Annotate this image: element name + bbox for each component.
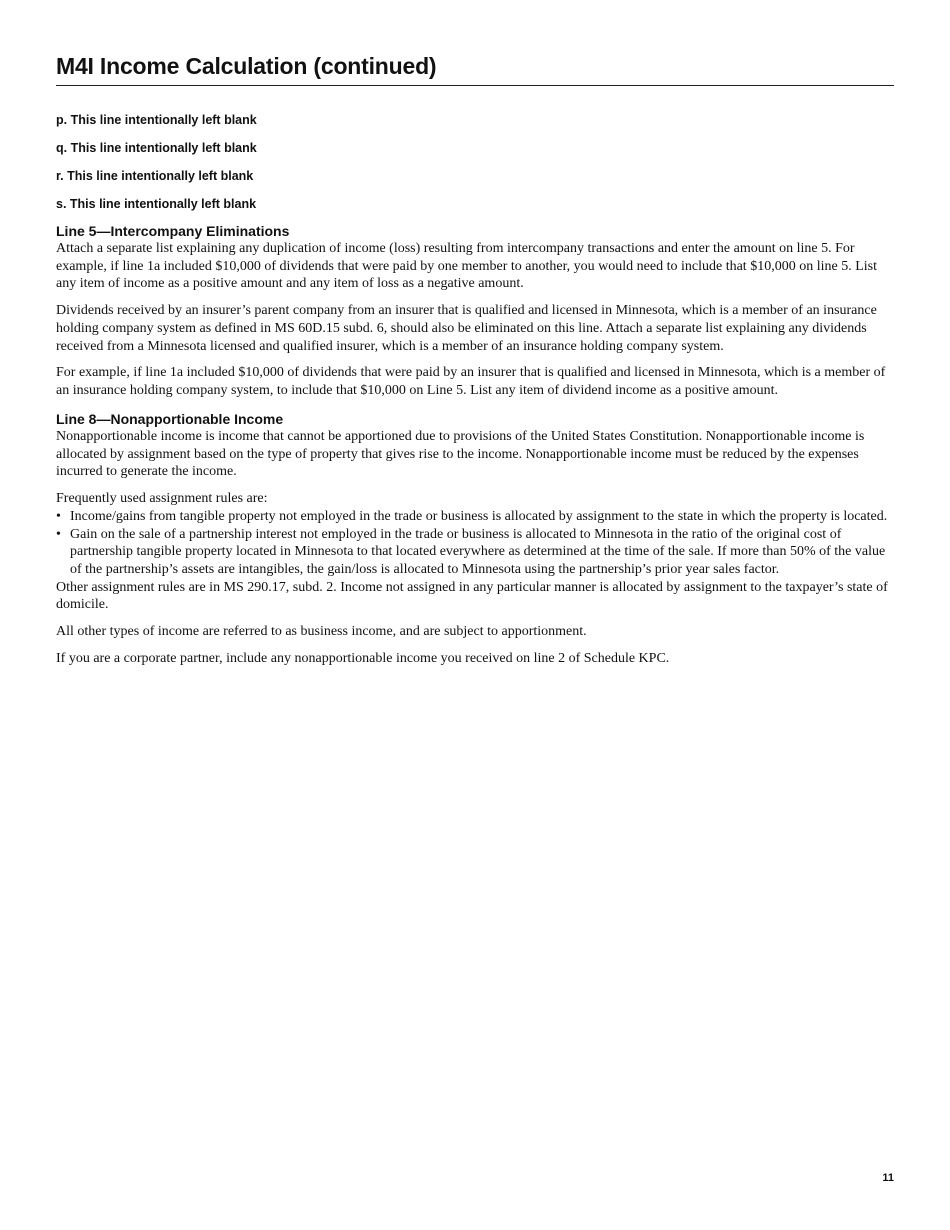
- list-item: [56, 526, 894, 579]
- list-item-text: Gain on the sale of a partnership interest not employed in the trade or business is allocated to Minnesota in the ratio of the original cost of partnership tangible property located in Minnesota to that located everywhere as determined at the time of the sale. If more than 50% of the value of the partnership’s assets are intangibles, the gain/loss is allocated to Minnesota using the partnership’s prior year sales factor.: [70, 526, 886, 577]
- title-divider: [56, 85, 894, 86]
- corporate-partner-text: If you are a corporate partner, include any nonapportionable income you received on line 2 of Schedule KPC.: [56, 650, 670, 666]
- line8-intro: Nonapportionable income is income that cannot be apportioned due to provisions of the United States Constitution. Nonapportionable income is allocated by assignment based on the type of property that gives rise to the income. Nonapportionable income must be reduced by the expenses incurred to generate the income.: [56, 429, 865, 480]
- assignment-rules-intro: Frequently used assignment rules are:: [56, 491, 268, 507]
- blank-line-s: s. This line intentionally left blank: [56, 197, 257, 211]
- blank-line-p: p. This line intentionally left blank: [56, 113, 257, 127]
- business-income-text: All other types of income are referred to as business income, and are subject to apportionment.: [56, 624, 587, 640]
- line5-paragraph-3: For example, if line 1a included $10,000 of dividends that were paid by an insurer that is qualified and licensed in Minnesota, which is a member of an insurance holding company system, to include that $10,000 on Line 5. List any item of dividend income as a positive amount.: [56, 365, 886, 398]
- line5-paragraph-1: Attach a separate list explaining any duplication of income (loss) resulting from intercompany transactions and enter the amount on line 5. For example, if line 1a included $10,000 of dividends that were paid by one member to another, you would need to include that $10,000 on line 5. List any item of income as a positive amount and any item of loss as a negative amount.: [56, 241, 877, 292]
- list-item-text: Income/gains from tangible property not employed in the trade or business is allocated by assignment to the state in which the property is located.: [70, 508, 888, 524]
- assignment-rules-list: [56, 508, 894, 579]
- other-assignment-rules: Other assignment rules are in MS 290.17, subd. 2. Income not assigned in any particular manner is allocated by assignment to the taxpayer’s state of domicile.: [56, 579, 888, 613]
- document-page: [56, 0, 894, 1230]
- page-title: M4I Income Calculation (continued): [56, 53, 437, 79]
- blank-line-q: q. This line intentionally left blank: [56, 141, 257, 155]
- line5-heading: Line 5—Intercompany Eliminations: [56, 223, 290, 239]
- page-number: 11: [882, 1172, 894, 1184]
- bullet-icon: •: [56, 508, 61, 524]
- blank-line-r: r. This line intentionally left blank: [56, 169, 254, 183]
- line5-paragraph-2: Dividends received by an insurer’s parent company from an insurer that is qualified and licensed in Minnesota, which is a member of an insurance holding company system as defined in MS 60D.15 subd. 6, should also be eliminated on this line. Attach a separate list explaining any dividends received from a Minnesota licensed and qualified insurer, which is a member of an insurance holding company system.: [56, 303, 877, 354]
- bullet-icon: •: [56, 526, 61, 542]
- line8-heading: Line 8—Nonapportionable Income: [56, 411, 284, 427]
- list-item: [56, 508, 894, 526]
- line8-section: [56, 410, 894, 667]
- line5-section: [56, 222, 894, 400]
